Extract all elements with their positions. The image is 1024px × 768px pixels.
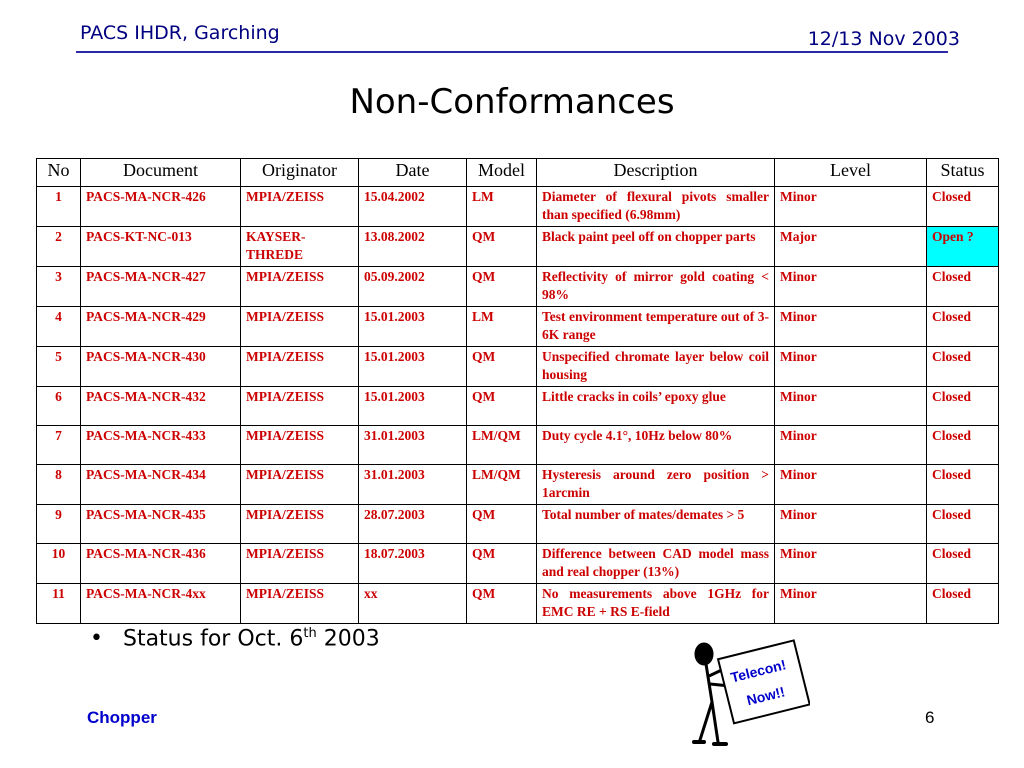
bullet-year: 2003 (323, 626, 380, 652)
column-header-date: Date (359, 159, 467, 187)
cell-originator: MPIA/ZEISS (241, 465, 359, 505)
footer-section-label: Chopper (87, 708, 157, 727)
table-row (37, 465, 999, 505)
header-divider (76, 51, 948, 53)
cell-date: 13.08.2002 (359, 227, 467, 267)
cell-originator: MPIA/ZEISS (241, 387, 359, 426)
cell-originator: MPIA/ZEISS (241, 307, 359, 347)
cell-description: Total number of mates/demates > 5 (537, 505, 775, 544)
table-row (37, 505, 999, 544)
table-row (37, 187, 999, 227)
cell-no: 4 (37, 307, 81, 347)
cell-level: Major (775, 227, 927, 267)
table-row (37, 584, 999, 624)
cell-model: QM (467, 584, 537, 624)
cell-status: Closed (927, 426, 999, 465)
cell-date: xx (359, 584, 467, 624)
table-header-row (37, 159, 999, 187)
cell-description: Reflectivity of mirror gold coating < 98% (537, 267, 775, 307)
cell-level: Minor (775, 505, 927, 544)
cell-level: Minor (775, 307, 927, 347)
table-row (37, 307, 999, 347)
cell-description: Duty cycle 4.1°, 10Hz below 80% (537, 426, 775, 465)
cell-status: Closed (927, 387, 999, 426)
cell-no: 9 (37, 505, 81, 544)
cell-date: 15.01.2003 (359, 347, 467, 387)
cell-originator: MPIA/ZEISS (241, 426, 359, 465)
cell-description: Little cracks in coils’ epoxy glue (537, 387, 775, 426)
cell-no: 2 (37, 227, 81, 267)
status-bullet (90, 626, 380, 651)
cell-document: PACS-MA-NCR-435 (81, 505, 241, 544)
cell-no: 3 (37, 267, 81, 307)
cell-document: PACS-MA-NCR-429 (81, 307, 241, 347)
cell-no: 11 (37, 584, 81, 624)
cell-description: No measurements above 1GHz for EMC RE + RS E-field (537, 584, 775, 624)
cell-status: Closed (927, 267, 999, 307)
cell-status: Closed (927, 187, 999, 227)
table-row (37, 426, 999, 465)
cell-status: Closed (927, 505, 999, 544)
cell-document: PACS-KT-NC-013 (81, 227, 241, 267)
bullet-marker: • (90, 626, 103, 652)
cell-description: Unspecified chromate layer below coil housing (537, 347, 775, 387)
cell-level: Minor (775, 267, 927, 307)
cell-description: Hysteresis around zero position > 1arcmin (537, 465, 775, 505)
column-header-document: Document (81, 159, 241, 187)
cell-status: Closed (927, 584, 999, 624)
cell-no: 7 (37, 426, 81, 465)
cell-document: PACS-MA-NCR-436 (81, 544, 241, 584)
column-header-no: No (37, 159, 81, 187)
cell-level: Minor (775, 544, 927, 584)
cell-no: 10 (37, 544, 81, 584)
cell-document: PACS-MA-NCR-433 (81, 426, 241, 465)
cell-document: PACS-MA-NCR-430 (81, 347, 241, 387)
cell-no: 8 (37, 465, 81, 505)
cell-status: Closed (927, 347, 999, 387)
cell-description: Black paint peel off on chopper parts (537, 227, 775, 267)
column-header-description: Description (537, 159, 775, 187)
cell-model: LM (467, 187, 537, 227)
cell-document: PACS-MA-NCR-4xx (81, 584, 241, 624)
cell-no: 6 (37, 387, 81, 426)
cell-document: PACS-MA-NCR-426 (81, 187, 241, 227)
cell-date: 28.07.2003 (359, 505, 467, 544)
cell-originator: MPIA/ZEISS (241, 267, 359, 307)
header-left-text: PACS IHDR, Garching (80, 22, 280, 44)
cell-level: Minor (775, 347, 927, 387)
cell-level: Minor (775, 187, 927, 227)
cell-description: Diameter of flexural pivots smaller than specified (6.98mm) (537, 187, 775, 227)
column-header-status: Status (927, 159, 999, 187)
cell-level: Minor (775, 465, 927, 505)
cell-status: Open ? (927, 227, 999, 267)
cell-description: Test environment temperature out of 3-6K range (537, 307, 775, 347)
cell-model: LM/QM (467, 426, 537, 465)
cell-document: PACS-MA-NCR-432 (81, 387, 241, 426)
bullet-superscript: th (303, 626, 317, 641)
bullet-text: Status for Oct. 6 (122, 626, 304, 652)
cell-model: QM (467, 544, 537, 584)
cell-date: 15.01.2003 (359, 307, 467, 347)
table-row (37, 267, 999, 307)
cell-model: QM (467, 267, 537, 307)
table-row (37, 387, 999, 426)
cell-originator: MPIA/ZEISS (241, 347, 359, 387)
cell-document: PACS-MA-NCR-434 (81, 465, 241, 505)
cell-model: LM (467, 307, 537, 347)
cell-model: LM/QM (467, 465, 537, 505)
cell-date: 15.01.2003 (359, 387, 467, 426)
table-row (37, 544, 999, 584)
cell-originator: MPIA/ZEISS (241, 584, 359, 624)
cell-status: Closed (927, 465, 999, 505)
cell-originator: KAYSER-THREDE (241, 227, 359, 267)
column-header-originator: Originator (241, 159, 359, 187)
cell-status: Closed (927, 544, 999, 584)
slide-title: Non-Conformances (349, 82, 675, 122)
cell-description: Difference between CAD model mass and real chopper (13%) (537, 544, 775, 584)
cell-no: 1 (37, 187, 81, 227)
cell-originator: MPIA/ZEISS (241, 187, 359, 227)
cell-model: QM (467, 347, 537, 387)
cell-originator: MPIA/ZEISS (241, 505, 359, 544)
cell-document: PACS-MA-NCR-427 (81, 267, 241, 307)
cell-date: 31.01.2003 (359, 426, 467, 465)
non-conformance-table (36, 158, 999, 624)
cell-level: Minor (775, 387, 927, 426)
page-number: 6 (925, 708, 935, 727)
cell-date: 15.04.2002 (359, 187, 467, 227)
cell-level: Minor (775, 426, 927, 465)
cell-model: QM (467, 387, 537, 426)
cell-model: QM (467, 227, 537, 267)
table-row (37, 227, 999, 267)
cell-originator: MPIA/ZEISS (241, 544, 359, 584)
cell-model: QM (467, 505, 537, 544)
column-header-level: Level (775, 159, 927, 187)
cell-date: 05.09.2002 (359, 267, 467, 307)
cell-level: Minor (775, 584, 927, 624)
cell-date: 31.01.2003 (359, 465, 467, 505)
sign-line-2: Now!! (744, 683, 787, 709)
sign-line-1: Telecon! (728, 656, 788, 686)
column-header-model: Model (467, 159, 537, 187)
telecon-sign-figure-icon (690, 628, 810, 750)
cell-status: Closed (927, 307, 999, 347)
cell-date: 18.07.2003 (359, 544, 467, 584)
table-row (37, 347, 999, 387)
cell-no: 5 (37, 347, 81, 387)
header-date: 12/13 Nov 2003 (807, 28, 960, 50)
